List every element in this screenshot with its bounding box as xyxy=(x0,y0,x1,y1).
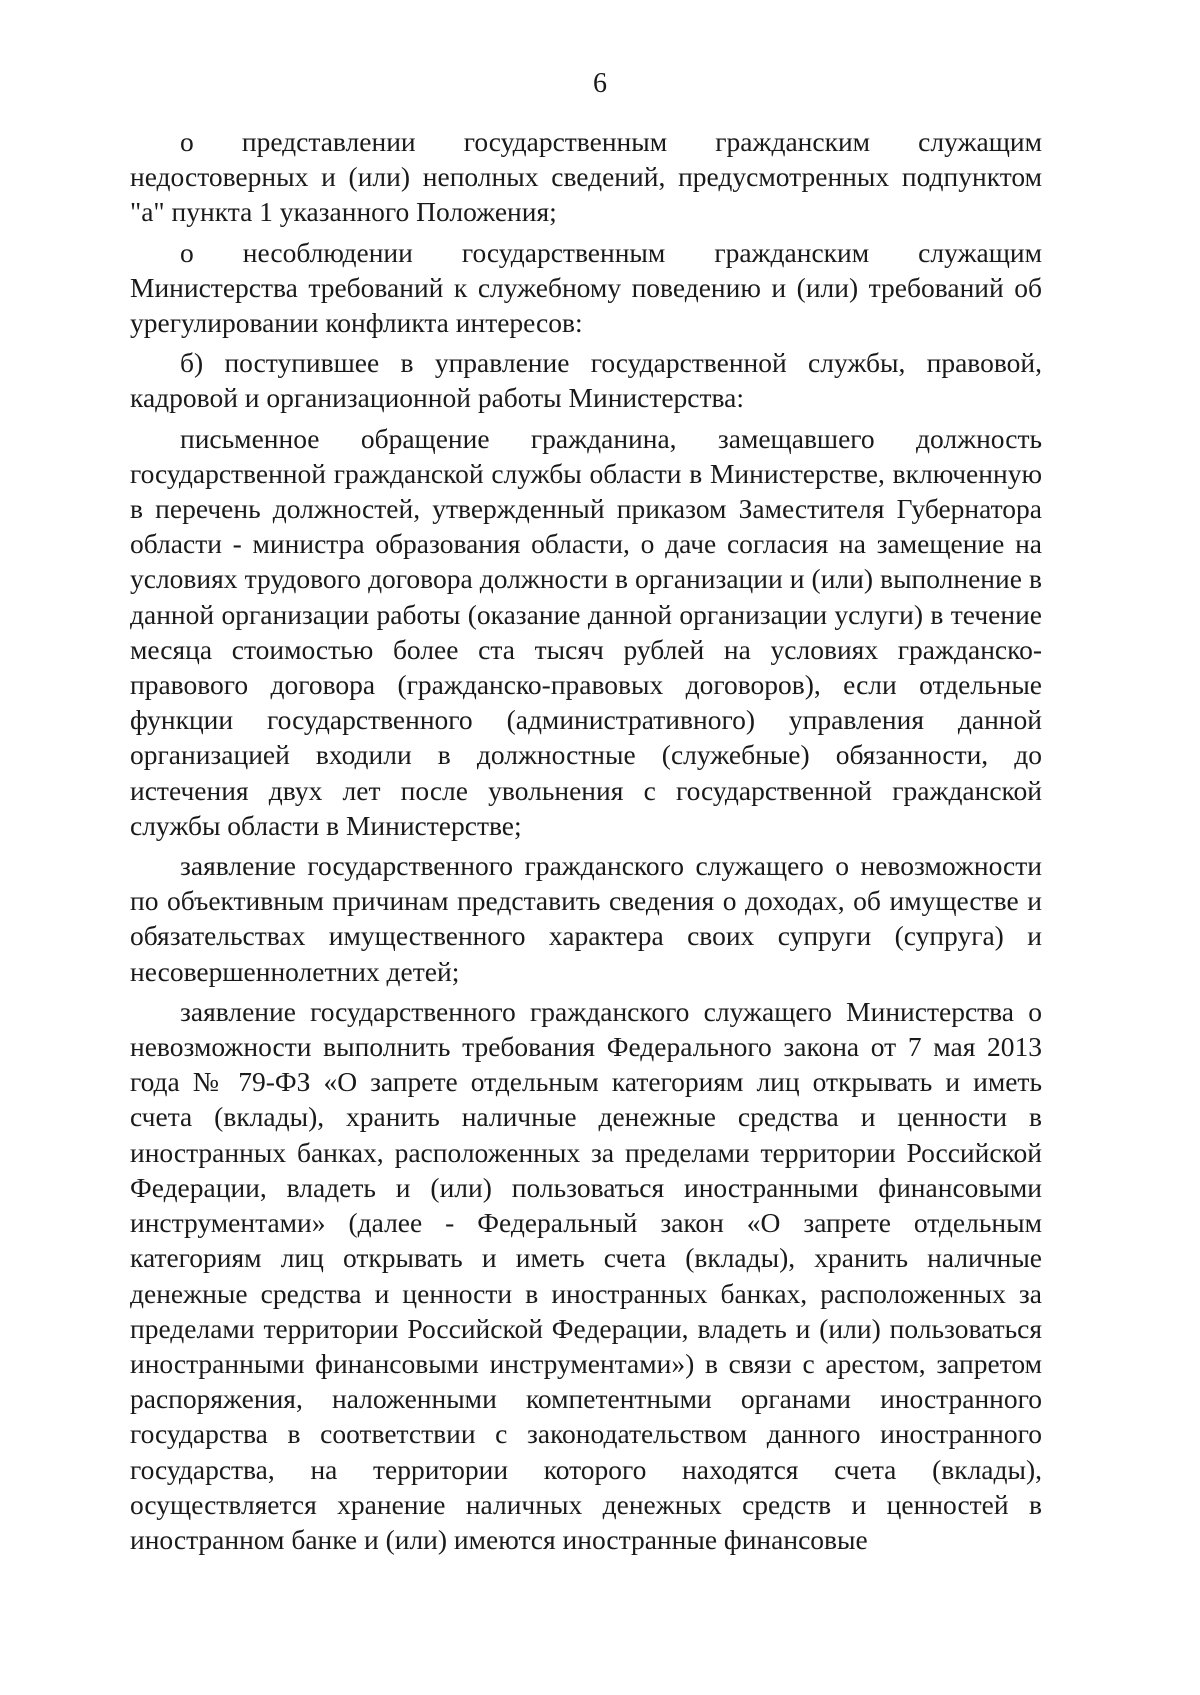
document-body xyxy=(130,124,1042,1562)
page-number: 6 xyxy=(593,68,607,99)
paragraph-received-by-department: б) поступившее в управление государственной службы, правовой, кадровой и организационной работы Министерства: xyxy=(130,347,1042,414)
paragraph-income-statement-application: заявление государственного гражданского служащего о невозможности по объективным причинам представить сведения о доходах, об имуществе и обязательствах имущественного характера своих супруги (супруга) и несовершеннолетних детей; xyxy=(130,850,1042,987)
paragraph-unreliable-information: о представлении государственным гражданским служащим недостоверных и (или) неполных сведений, предусмотренных подпунктом "а" пункта 1 указанного Положения; xyxy=(130,126,1042,228)
paragraph-written-appeal: письменное обращение гражданина, замещавшего должность государственной гражданской службы области в Министерстве, включенную в перечень должностей, утвержденный приказом Заместителя Губернатора области - министра образования области, о даче согласия на замещение на условиях трудового договора должности в организации и (или) выполнение в данной организации работы (оказание данной организации услуги) в течение месяца стоимостью более ста тысяч рублей на условиях гражданско-правового договора (гражданско-правовых договоров), если отдельные функции государственного (административного) управления данной организацией входили в должностные (служебные) обязанности, до истечения двух лет после увольнения с государственной гражданской службы области в Министерстве; xyxy=(130,422,1042,841)
paragraph-conduct-requirements: о несоблюдении государственным гражданским служащим Министерства требований к служебному поведению и (или) требований об урегулировании конфликта интересов: xyxy=(130,236,1042,339)
paragraph-foreign-accounts-application: заявление государственного гражданского служащего Министерства о невозможности выполнить требования Федерального закона от 7 мая 2013 года № 79-ФЗ «О запрете отдельным категориям лиц открывать и иметь счета (вклады), хранить наличные денежные средства и ценности в иностранных банках, расположенных за пределами территории Российской Федерации, владеть и (или) пользоваться иностранными финансовыми инструментами» (далее - Федеральный закон «О запрете отдельным категориям лиц открывать и иметь счета (вклады), хранить наличные денежные средства и ценности в иностранных банках, расположенных за пределами территории Российской Федерации, владеть и (или) пользоваться иностранными финансовыми инструментами») в связи с арестом, запретом распоряжения, наложенными компетентными органами иностранного государства в соответствии с законодательством данного иностранного государства, на территории которого находятся счета (вклады), осуществляется хранение наличных денежных средств и ценностей в иностранном банке и (или) имеются иностранные финансовые xyxy=(130,995,1042,1555)
